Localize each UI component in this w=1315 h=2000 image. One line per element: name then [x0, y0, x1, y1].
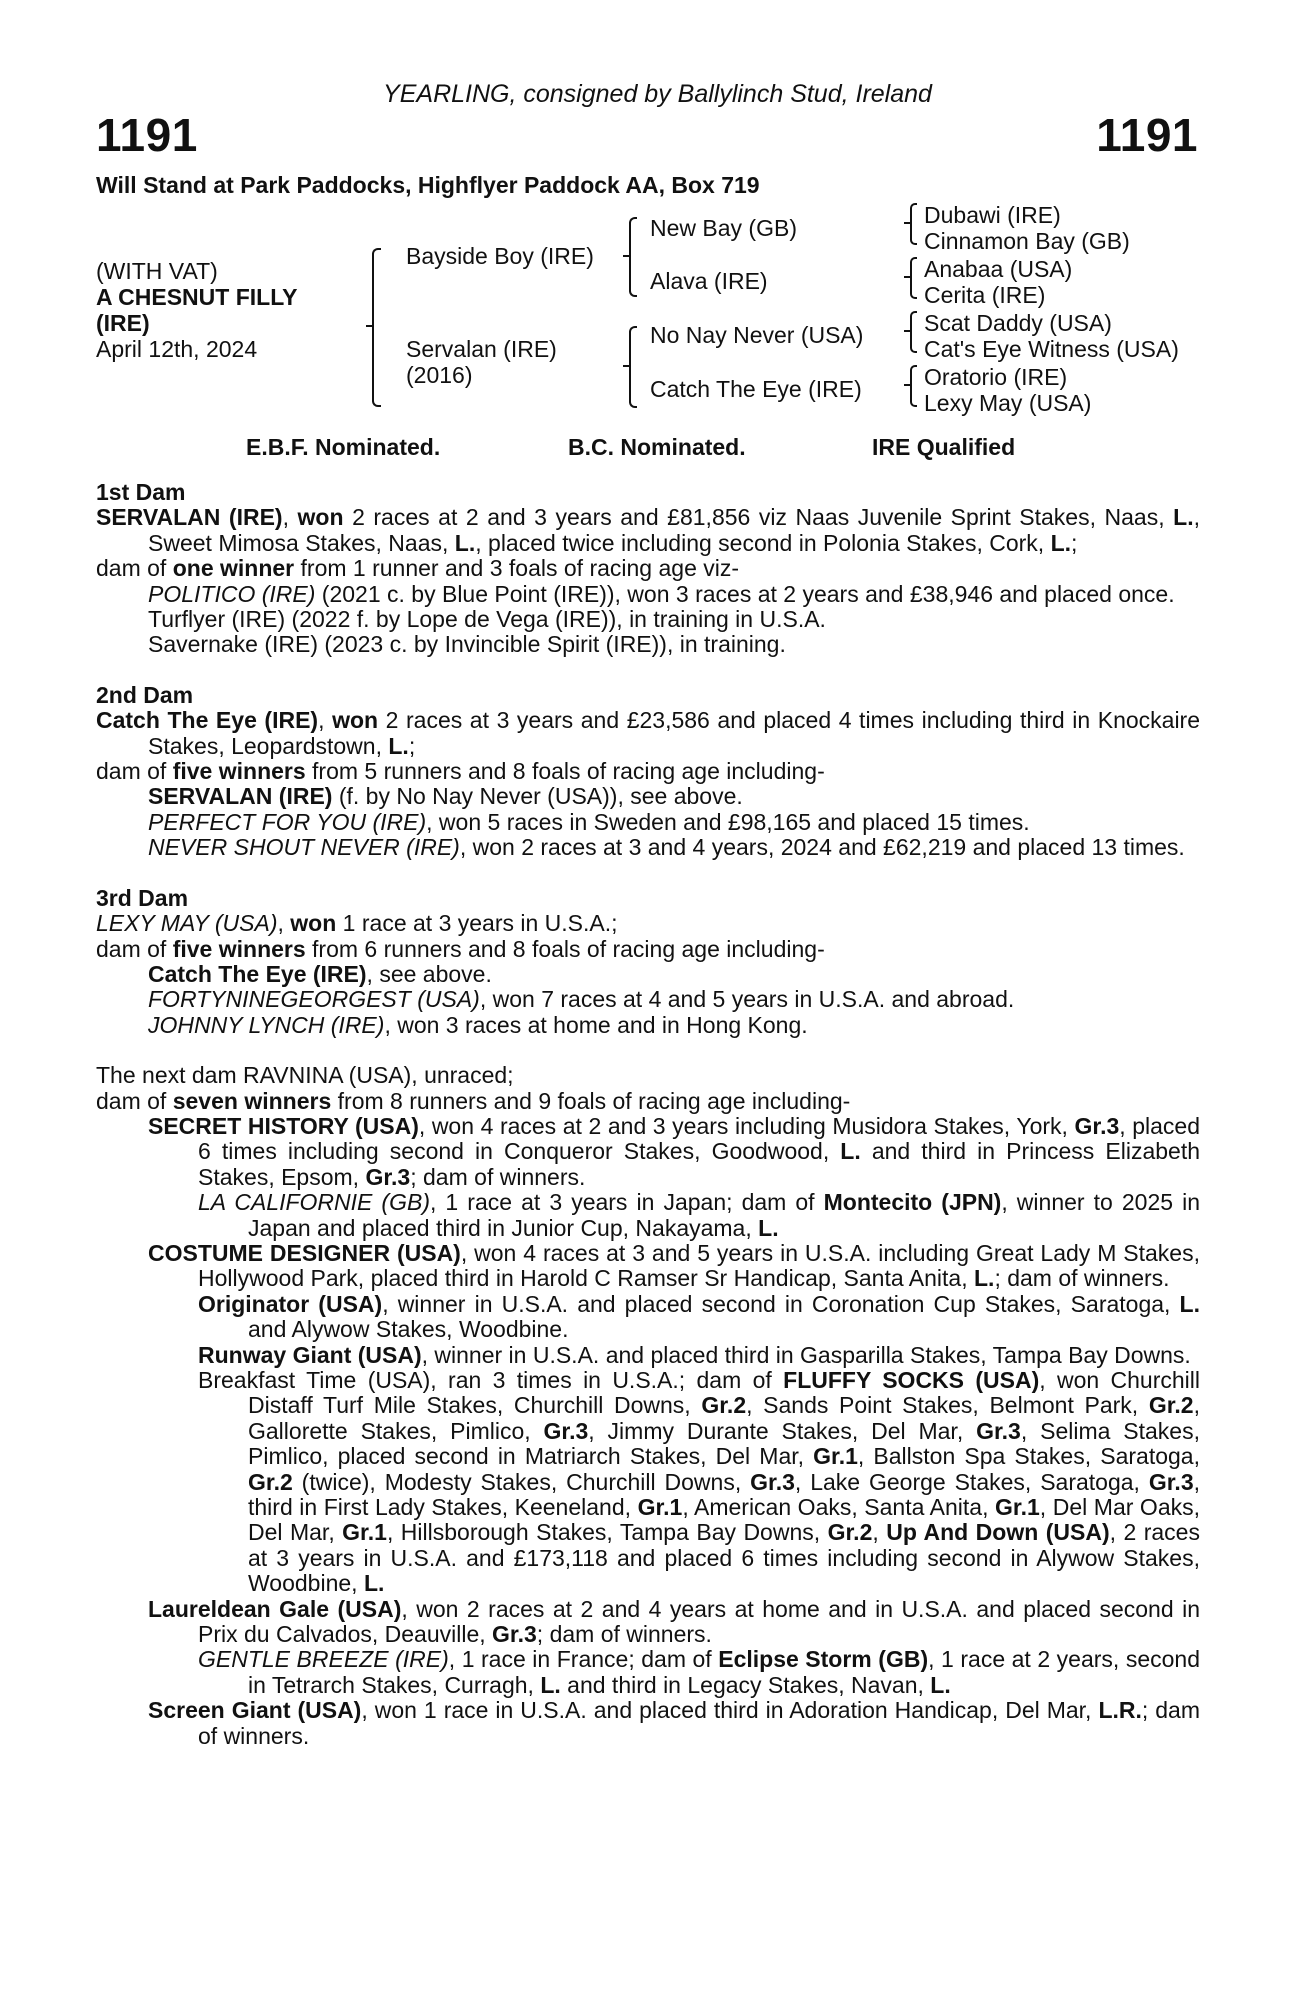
dam-of-label: dam of [96, 935, 173, 962]
produce-record: , won 7 races at 4 and 5 years in U.S.A. and abroad. [479, 986, 1015, 1013]
dam2-runners: from 5 runners and 8 foals of racing age including- [305, 758, 825, 785]
grade-tag: Gr.2 [701, 1392, 747, 1419]
listed-tag: L. [840, 1138, 861, 1165]
dam3-produce-2 [96, 987, 1200, 1012]
dam1-record-text-2: , Sweet Mimosa Stakes, Naas, [148, 504, 1200, 556]
dam3-record-text: 1 race at 3 years in U.S.A.; [336, 910, 618, 937]
dam2-record-text-2: ; [408, 732, 416, 759]
produce-record: (2021 c. by Blue Point (IRE)), won 3 races at 2 years and £38,946 and placed once. [315, 580, 1175, 607]
produce-name: GENTLE BREEZE (IRE) [198, 1646, 449, 1673]
consignor-subtitle: YEARLING, consigned by Ballylinch Stud, Ireland [383, 80, 932, 108]
dam3-runners: from 6 runners and 8 foals of racing age including- [305, 935, 825, 962]
pedigree-brace-main-tip [366, 325, 372, 327]
dam: Servalan (IRE) [406, 336, 557, 362]
next-dam-runners: from 8 runners and 9 foals of racing age including- [331, 1087, 851, 1114]
pedigree-brace-g4 [910, 365, 917, 407]
dam-of-label: dam of [96, 555, 173, 582]
produce-name: SERVALAN (IRE) [148, 783, 333, 810]
ebf-nomination: E.B.F. Nominated. [246, 434, 441, 460]
produce-name: Originator (USA) [198, 1290, 383, 1317]
dam2-produce-2 [96, 810, 1200, 835]
horse-name: A CHESNUT FILLY [96, 284, 298, 310]
dam-of-label: dam of [96, 1087, 173, 1114]
pedigree-brace-g1 [910, 203, 917, 245]
produce-name: FLUFFY SOCKS (USA) [783, 1367, 1040, 1393]
grade-tag: Gr.2 [827, 1519, 873, 1546]
pedigree-brace-sire-tip [623, 255, 629, 257]
dam3-name: LEXY MAY (USA) [96, 910, 278, 937]
dam-dam: Catch The Eye (IRE) [650, 376, 862, 402]
stand-location: Will Stand at Park Paddocks, Highflyer Paddock AA, Box 719 [96, 172, 760, 198]
pedigree-brace-g2-tip [904, 276, 910, 278]
produce-name: PERFECT FOR YOU (IRE) [148, 808, 427, 835]
produce-record: , won 3 races at home and in Hong Kong. [384, 1011, 808, 1038]
grade-tag: Gr.3 [543, 1417, 589, 1444]
granddam-line-5: Scat Daddy (USA) [924, 310, 1112, 336]
bc-nomination: B.C. Nominated. [568, 434, 746, 460]
dam-sire: No Nay Never (USA) [650, 322, 864, 348]
grade-tag: Gr.3 [1074, 1112, 1120, 1139]
dam3-heading: 3rd Dam [96, 884, 189, 911]
listed-tag: L. [540, 1671, 561, 1698]
produce-name: NEVER SHOUT NEVER (IRE) [148, 834, 460, 861]
dam1-produce-2: Turflyer (IRE) (2022 f. by Lope de Vega (IRE)), in training in U.S.A. [148, 606, 826, 633]
produce-name: Catch The Eye (IRE) [148, 960, 367, 987]
dam2-name: Catch The Eye (IRE) [96, 707, 319, 734]
produce-name: SECRET HISTORY (USA) [148, 1112, 419, 1139]
produce-name: JOHNNY LYNCH (IRE) [148, 1011, 385, 1038]
produce-name: Eclipse Storm (GB) [718, 1646, 929, 1673]
dam1-produce-summary [96, 556, 1200, 581]
costume-designer-entry: COSTUME DESIGNER (USA), won 4 races at 3 and 5 years in U.S.A. including Great Lady M Stakes, Hollywood Park, placed third in Harold C Ramser Sr Handicap, Santa Anita, L.; dam of winners. [148, 1239, 1200, 1292]
listed-tag: L. [454, 529, 476, 556]
dam2-winners: five winners [172, 758, 306, 785]
horse-name-suffix: (IRE) [96, 310, 150, 336]
produce-name: Up And Down (USA) [886, 1519, 1110, 1546]
produce-record: , won 5 races in Sweden and £98,165 and placed 15 times. [426, 808, 1030, 835]
ire-qualification: IRE Qualified [872, 434, 1016, 460]
produce-record: , won 2 races at 3 and 4 years, 2024 and £62,219 and placed 13 times. [459, 834, 1185, 861]
listed-tag: L. [1179, 1290, 1200, 1317]
dam3-produce-summary [96, 937, 1200, 962]
breakfast-time-entry: Breakfast Time (USA), ran 3 times in U.S.A.; dam of FLUFFY SOCKS (USA), won Churchill Distaff Turf Mile Stakes, Churchill Downs, Gr.2, Sands Point Stakes, Belmont Park, Gr.2, Gallorette Stakes, Pimlico, Gr.3, Jimmy Durante Stakes, Del Mar, Gr.3, Selima Stakes, Pimlico, placed second in Matriarch Stakes, Del Mar, Gr.1, Ballston Spa Stakes, Saratoga, Gr.2 (twice), Modesty Stakes, Churchill Downs, Gr.3, Lake George Stakes, Saratoga, Gr.3, third in First Lady Stakes, Keeneland, Gr.1, American Oaks, Santa Anita, Gr.1, Del Mar Oaks, Del Mar, Gr.1, Hillsborough Stakes, Tampa Bay Downs, Gr.2, Up And Down (USA), 2 races at 3 years in U.S.A. and £173,118 and placed 6 times including second in Alywow Stakes, Woodbine, L. [198, 1367, 1201, 1597]
produce-name: Laureldean Gale (USA) [148, 1595, 402, 1622]
secret-history-entry: SECRET HISTORY (USA), won 4 races at 2 and 3 years including Musidora Stakes, York, Gr.3, placed 6 times including second in Conqueror Stakes, Goodwood, L. and third in Princess Elizabeth Stakes, Epsom, Gr.3; dam of winners. [148, 1112, 1201, 1190]
sire-dam: Alava (IRE) [650, 268, 768, 294]
listed-tag: L. [930, 1671, 951, 1698]
grade-tag: Gr.3 [750, 1468, 795, 1495]
next-dam-winners: seven winners [172, 1087, 332, 1114]
dam2-produce-1 [96, 784, 1200, 809]
dam3-produce-1 [96, 962, 1200, 987]
grade-tag: Gr.1 [813, 1443, 858, 1470]
grade-tag: Gr.3 [492, 1621, 537, 1648]
produce-record: (f. by No Nay Never (USA)), see above. [332, 783, 743, 810]
dam3-winners: five winners [172, 935, 306, 962]
listed-tag: L. [1173, 504, 1194, 531]
dam1-heading: 1st Dam [96, 479, 186, 505]
dam1-record-text-3: , placed twice including second in Polonia Stakes, Cork, [475, 529, 1051, 556]
granddam-line-8: Lexy May (USA) [924, 390, 1092, 416]
vat-note: (WITH VAT) [96, 258, 218, 284]
grade-tag: Gr.2 [248, 1468, 293, 1495]
dam3-record: LEXY MAY (USA), won 1 race at 3 years in U.S.A.; [96, 910, 618, 937]
dam2-won: won [332, 707, 379, 734]
dam2-record: Catch The Eye (IRE), won 2 races at 3 years and £23,586 and placed 4 times including third in Knockaire Stakes, Leopardstown, L.; [96, 707, 1201, 759]
granddam-line-1: Dubawi (IRE) [924, 202, 1061, 228]
pedigree-brace-g3 [910, 311, 917, 353]
dam2-produce-3 [96, 835, 1200, 860]
granddam-line-6: Cat's Eye Witness (USA) [924, 336, 1179, 362]
pedigree-brace-dam [629, 326, 637, 408]
la-californie-entry: LA CALIFORNIE (GB), 1 race at 3 years in Japan; dam of Montecito (JPN), winner to 2025 in Japan and placed third in Junior Cup, Nakayama, L. [198, 1189, 1200, 1241]
dam2-heading: 2nd Dam [96, 681, 194, 708]
listed-tag: L. [758, 1214, 779, 1241]
originator-entry: Originator (USA), winner in U.S.A. and placed second in Coronation Cup Stakes, Saratoga, L. and Alywow Stakes, Woodbine. [198, 1290, 1200, 1343]
lot-number-left: 1191 [96, 109, 198, 161]
grade-tag: Gr.1 [995, 1494, 1040, 1521]
pedigree-brace-dam-tip [623, 365, 629, 367]
dam1-record: SERVALAN (IRE), won 2 races at 2 and 3 years and £81,856 viz Naas Juvenile Sprint Stakes, Naas, L., Sweet Mimosa Stakes, Naas, L., placed twice including second in Polonia Stakes, Cork, L.; [96, 504, 1200, 556]
produce-name: Montecito (JPN) [823, 1189, 1002, 1216]
grade-tag: Gr.1 [637, 1494, 683, 1521]
grade-tag: Gr.3 [976, 1417, 1021, 1444]
pedigree-brace-main [372, 248, 381, 407]
sire: Bayside Boy (IRE) [406, 243, 594, 269]
dam1-name: SERVALAN (IRE) [96, 504, 283, 531]
produce-name: LA CALIFORNIE (GB) [198, 1189, 430, 1216]
dam1-won: won [297, 504, 344, 531]
grade-tag: Gr.1 [342, 1519, 387, 1546]
catalogue-page [96, 480, 1200, 1749]
dam2-produce-summary [96, 759, 1200, 784]
produce-name: Runway Giant (USA) [198, 1341, 422, 1368]
listed-tag: L. [973, 1265, 995, 1292]
granddam-line-7: Oratorio (IRE) [924, 364, 1068, 390]
dam-year: (2016) [406, 362, 473, 388]
grade-tag: Gr.3 [365, 1163, 411, 1190]
grade-tag: Gr.3 [1148, 1468, 1194, 1495]
pedigree-brace-sire [629, 217, 637, 297]
granddam-line-4: Cerita (IRE) [924, 282, 1046, 308]
dam1-produce-1 [96, 582, 1200, 607]
granddam-line-3: Anabaa (USA) [924, 256, 1073, 282]
laureldean-gale-entry: Laureldean Gale (USA), won 2 races at 2 and 4 years at home and in U.S.A. and placed second in Prix du Calvados, Deauville, Gr.3; dam of winners. [148, 1595, 1200, 1648]
listed-tag: L. [1050, 529, 1072, 556]
dam2-record-text: 2 races at 3 years and £23,586 and placed 4 times including third in Knockaire Stakes, Leopardstown, [148, 707, 1201, 759]
dam1-winners: one winner [172, 555, 295, 582]
dam1-produce-3: Savernake (IRE) (2023 c. by Invincible Spirit (IRE)), in training. [148, 631, 786, 658]
next-dam-line: The next dam RAVNINA (USA), unraced; [96, 1062, 514, 1089]
produce-name: Screen Giant (USA) [148, 1697, 362, 1724]
screen-giant-entry: Screen Giant (USA), won 1 race in U.S.A. and placed third in Adoration Handicap, Del Mar, L.R.; dam of winners. [148, 1697, 1201, 1749]
granddam-line-2: Cinnamon Bay (GB) [924, 228, 1130, 254]
listed-tag: L. [388, 732, 409, 759]
produce-name: POLITICO (IRE) [148, 580, 316, 607]
dam1-record-text-4: ; [1071, 529, 1078, 556]
pedigree-brace-g3-tip [904, 330, 910, 332]
date-of-birth: April 12th, 2024 [96, 336, 258, 362]
pedigree-brace-g4-tip [904, 384, 910, 386]
gentle-breeze-entry: GENTLE BREEZE (IRE), 1 race in France; dam of Eclipse Storm (GB), 1 race at 2 years, second in Tetrarch Stakes, Curragh, L. and third in Legacy Stakes, Navan, L. [198, 1646, 1201, 1698]
produce-name: COSTUME DESIGNER (USA) [148, 1239, 461, 1266]
listed-tag: L. [363, 1570, 385, 1597]
dam3-won: won [290, 910, 337, 937]
lot-number-right: 1191 [1096, 109, 1198, 161]
sire-sire: New Bay (GB) [650, 215, 797, 241]
listed-race-tag: L.R. [1098, 1697, 1142, 1724]
produce-name: FORTYNINEGEORGEST (USA) [148, 986, 480, 1013]
pedigree-brace-g1-tip [904, 222, 910, 224]
runway-giant-entry: Runway Giant (USA), winner in U.S.A. and placed third in Gasparilla Stakes, Tampa Bay Downs. [198, 1341, 1191, 1368]
pedigree-brace-g2 [910, 257, 917, 299]
dam-of-label: dam of [96, 758, 173, 785]
dam1-runners: from 1 runner and 3 foals of racing age viz- [294, 555, 740, 582]
produce-record: , see above. [366, 960, 492, 987]
dam3-produce-3 [96, 1013, 1200, 1038]
dam1-record-text: 2 races at 2 and 3 years and £81,856 viz Naas Juvenile Sprint Stakes, Naas, [343, 504, 1174, 531]
grade-tag: Gr.2 [1148, 1392, 1194, 1419]
next-dam-produce-summary [96, 1089, 1200, 1114]
